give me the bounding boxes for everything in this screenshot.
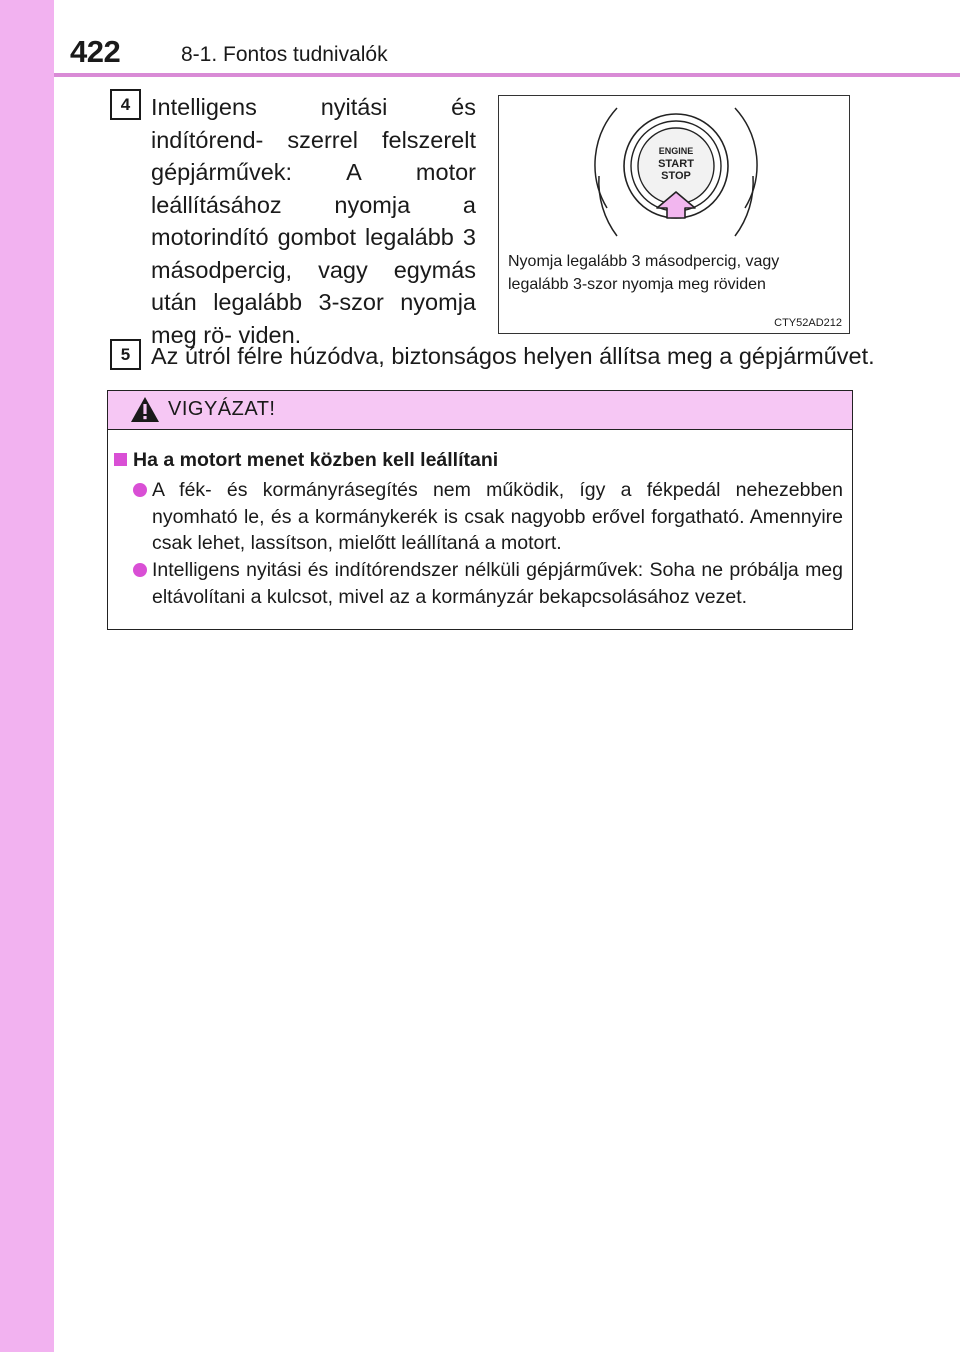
warning-title: VIGYÁZAT! <box>168 398 276 420</box>
header-rule <box>54 73 960 77</box>
figure-code: CTY52AD212 <box>774 317 842 329</box>
warning-triangle-icon <box>130 396 160 423</box>
warning-box <box>107 390 853 630</box>
round-bullet-icon <box>133 483 147 497</box>
section-title: 8-1. Fontos tudnivalók <box>181 43 388 66</box>
step-5-text: Az útról félre húzódva, biztonságos helyen állítsa meg a gépjárművet. <box>151 343 875 369</box>
step-4-text: Intelligens nyitási és indítórend- szerrel felszerelt gépjárművek: A motor leállításához nyomja a motorindító gombot legalább 3 másodpercig, vagy egymás után legalább 3-szor nyomja meg rö- viden. <box>151 94 476 348</box>
step-number-4: 4 <box>110 89 141 120</box>
warning-heading <box>114 449 498 472</box>
warning-header <box>108 391 852 430</box>
side-color-band <box>0 0 54 1352</box>
step-number-5: 5 <box>110 339 141 370</box>
button-label-start: START <box>658 158 694 170</box>
button-label-stop: STOP <box>661 170 691 182</box>
round-bullet-icon <box>133 563 147 577</box>
warning-item-text: A fék- és kormányrásegítés nem működik, így a fékpedál nehezebben nyomható le, és a kormánykerék is csak nagyobb erővel forgatható. Amennyire csak lehet, lassítson, mielőtt leállítaná a motort. <box>152 479 843 554</box>
warning-heading-text: Ha a motort menet közben kell leállítani <box>133 449 499 471</box>
engine-start-stop-figure <box>498 95 850 334</box>
engine-button-illustration <box>499 96 851 335</box>
warning-item <box>133 557 843 610</box>
square-bullet-icon <box>114 453 127 466</box>
figure-caption: Nyomja legalább 3 másodpercig, vagy legalább 3-szor nyomja meg röviden <box>508 253 780 293</box>
warning-item-text: Intelligens nyitási és indítórendszer nélküli gépjárművek: Soha ne próbálja meg eltávolítani a kulcsot, mivel az a kormányzár bekapcsolásához vezet. <box>152 559 843 608</box>
warning-item <box>133 477 843 557</box>
page-number: 422 <box>70 34 121 69</box>
button-label-engine: ENGINE <box>658 146 694 156</box>
